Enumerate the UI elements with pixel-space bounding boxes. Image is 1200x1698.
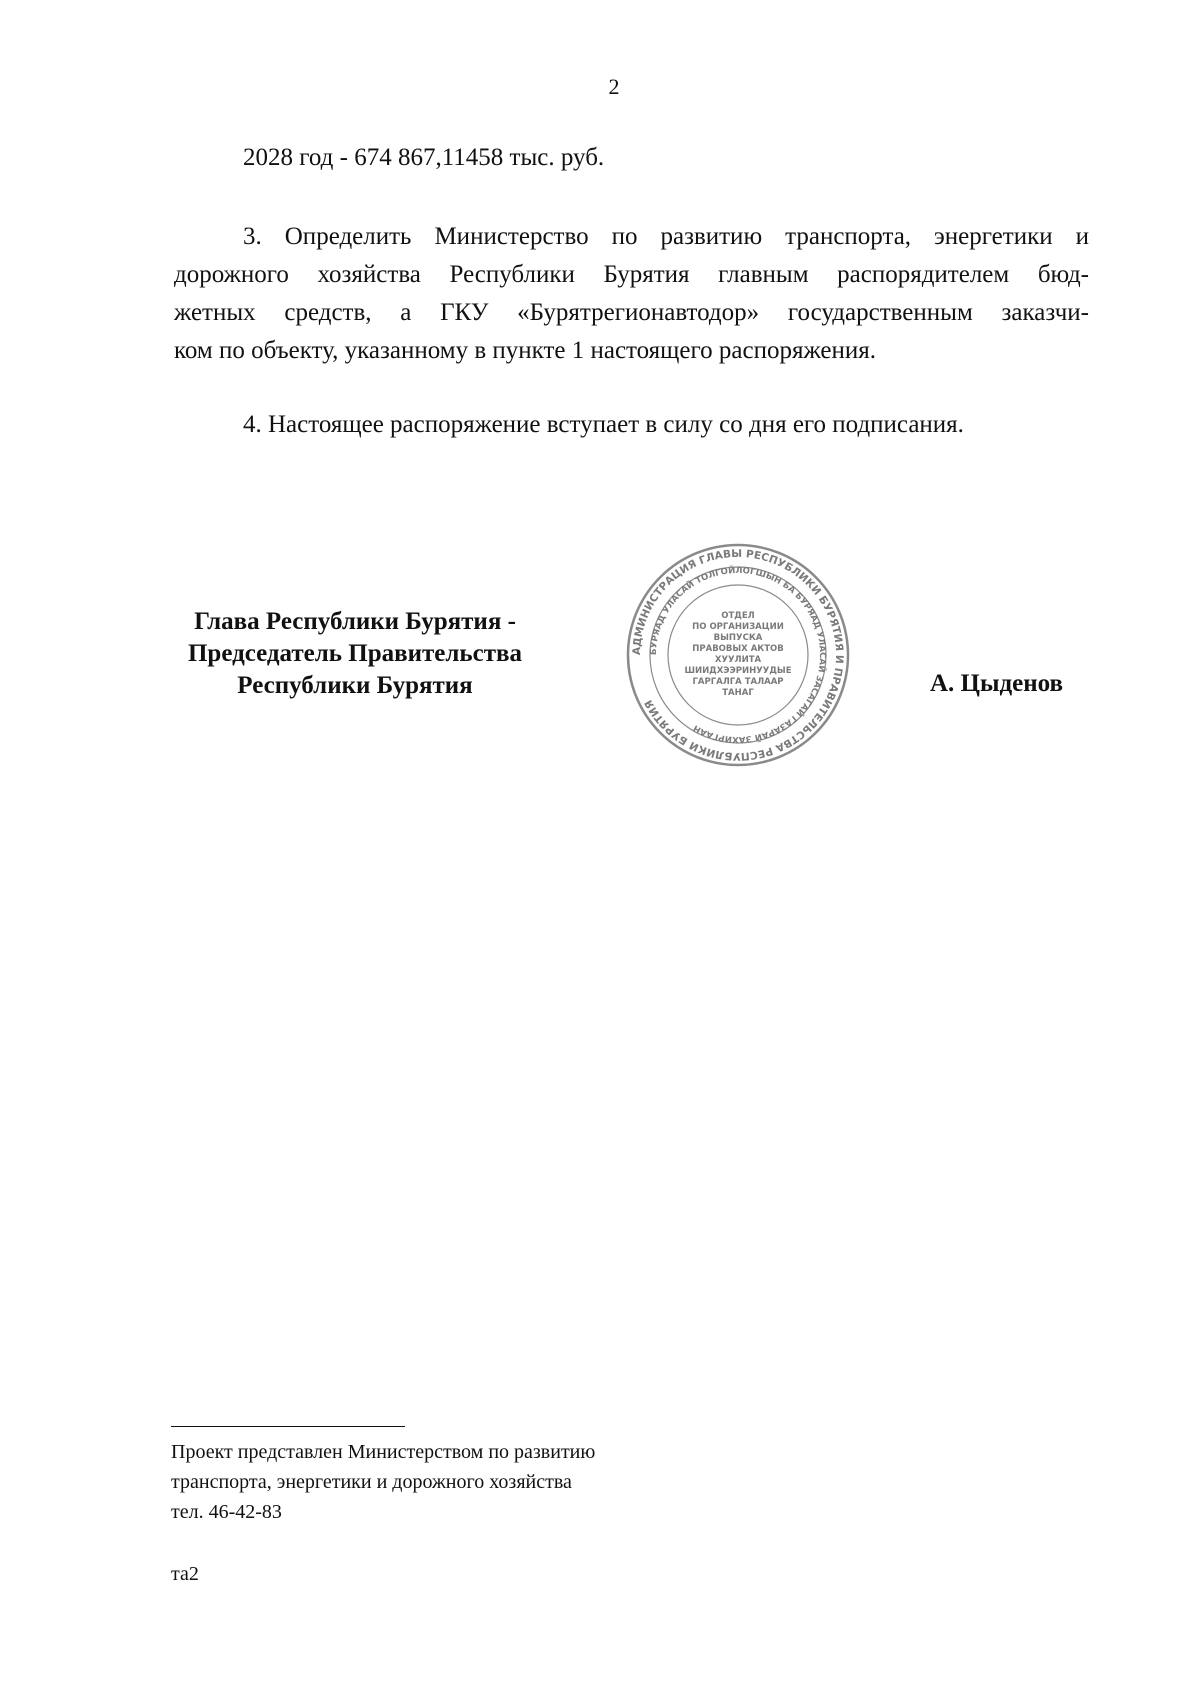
signatory-title-line-1: Глава Республики Бурятия -: [194, 608, 516, 635]
document-code: та2: [171, 1563, 199, 1585]
paragraph-3-line-4: ком по объекту, указанному в пункте 1 настоящего распоряжения.: [174, 337, 877, 364]
signatory-title: [160, 606, 550, 702]
seal-center-line: ПРАВОВЫХ АКТОВ: [692, 644, 784, 654]
seal-outer-text: АДМИНИСТРАЦИЯ ГЛАВЫ РЕСПУБЛИКИ БУРЯТИЯ И ПРАВИТЕЛЬСТВА РЕСПУБЛИКИ БУРЯТИЯ: [630, 547, 846, 763]
seal-center-line: ШИИДХЭЭРИНУУДЫЕ: [684, 666, 792, 676]
paragraph-2028-budget: 2028 год - 674 867,11458 тыс. руб.: [243, 144, 605, 171]
seal-center-line: ГАРГАЛГА ТАЛААР: [692, 677, 784, 687]
seal-center-line: ПО ОРГАНИЗАЦИИ: [692, 622, 784, 632]
signatory-title-line-3: Республики Бурятия: [237, 672, 473, 699]
signatory-title-line-2: Председатель Правительства: [187, 640, 523, 667]
footnote-line-2: транспорта, энергетики и дорожного хозяйства: [171, 1471, 572, 1493]
seal-inner-text: БУРЯАД УЛАСАЙ ТОЛГОЙЛОГШЫН БА БУРЯАД УЛАСАЙ ЗАСАГАЙ ГАЗАРАЙ ЗАХИРГААН: [648, 565, 828, 745]
paragraph-3-line-3: жетных средств, а ГКУ «Бурятрегионавтодор» государственным заказчи-: [174, 299, 1089, 326]
seal-center-line: ВЫПУСКА: [713, 633, 763, 643]
seal-center-line: ТАНАГ: [722, 688, 754, 698]
seal-center-line: ОТДЕЛ: [721, 611, 755, 621]
page-number: 2: [608, 74, 620, 99]
footnote-phone: тел. 46-42-83: [171, 1501, 282, 1523]
official-seal: [623, 540, 853, 770]
signatory-name: А. Цыденов: [930, 670, 1064, 697]
paragraph-3-line-1: 3. Определить Министерство по развитию транспорта, энергетики и: [243, 223, 1089, 250]
paragraph-3-line-2: дорожного хозяйства Республики Бурятия главным распорядителем бюд-: [174, 261, 1089, 288]
footnote-divider: [171, 1426, 405, 1427]
paragraph-4: 4. Настоящее распоряжение вступает в силу со дня его подписания.: [243, 411, 964, 438]
seal-center-line: ХУУЛИТА: [714, 655, 762, 665]
footnote-line-1: Проект представлен Министерством по развитию: [171, 1441, 596, 1463]
